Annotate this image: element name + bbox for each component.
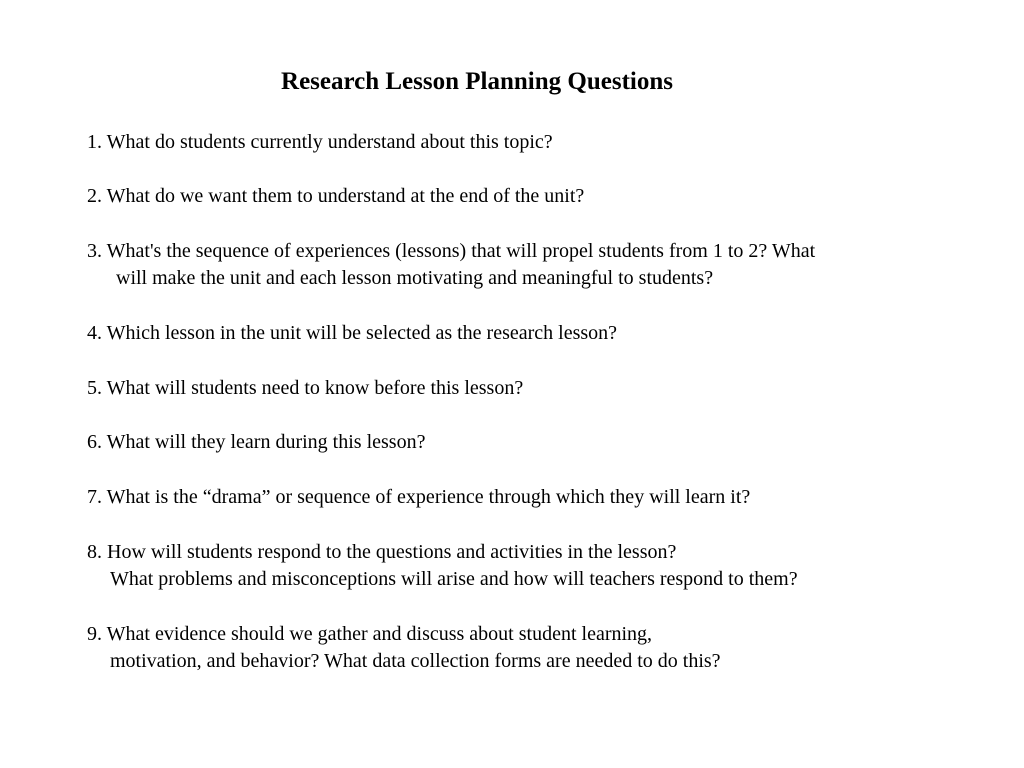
- question-4-line-1: 4. Which lesson in the unit will be selected as the research lesson?: [87, 322, 618, 344]
- question-9-line-1: 9. What evidence should we gather and discuss about student learning,: [87, 623, 653, 645]
- question-9: [87, 621, 721, 675]
- page-title: Research Lesson Planning Questions: [281, 68, 673, 95]
- question-2: [87, 183, 584, 210]
- question-7: [87, 484, 750, 511]
- question-3-line-2: will make the unit and each lesson motivating and meaningful to students?: [116, 267, 714, 289]
- question-7-line-1: 7. What is the “drama” or sequence of experience through which they will learn it?: [87, 486, 751, 508]
- question-9-line-2: motivation, and behavior? What data collection forms are needed to do this?: [110, 650, 721, 672]
- question-3-line-1: 3. What's the sequence of experiences (lessons) that will propel students from 1 to 2? What: [87, 240, 816, 262]
- question-8: [87, 539, 798, 593]
- question-8-line-2: What problems and misconceptions will arise and how will teachers respond to them?: [110, 568, 798, 590]
- question-6: [87, 429, 425, 456]
- question-1-line-1: 1. What do students currently understand about this topic?: [87, 131, 553, 153]
- question-6-line-1: 6. What will they learn during this lesson?: [87, 431, 426, 453]
- question-8-line-1: 8. How will students respond to the questions and activities in the lesson?: [87, 541, 677, 563]
- question-1: [87, 129, 553, 156]
- question-2-line-1: 2. What do we want them to understand at the end of the unit?: [87, 185, 585, 207]
- question-3: [87, 238, 815, 292]
- question-5: [87, 375, 523, 402]
- question-5-line-1: 5. What will students need to know before this lesson?: [87, 377, 524, 399]
- question-4: [87, 320, 617, 347]
